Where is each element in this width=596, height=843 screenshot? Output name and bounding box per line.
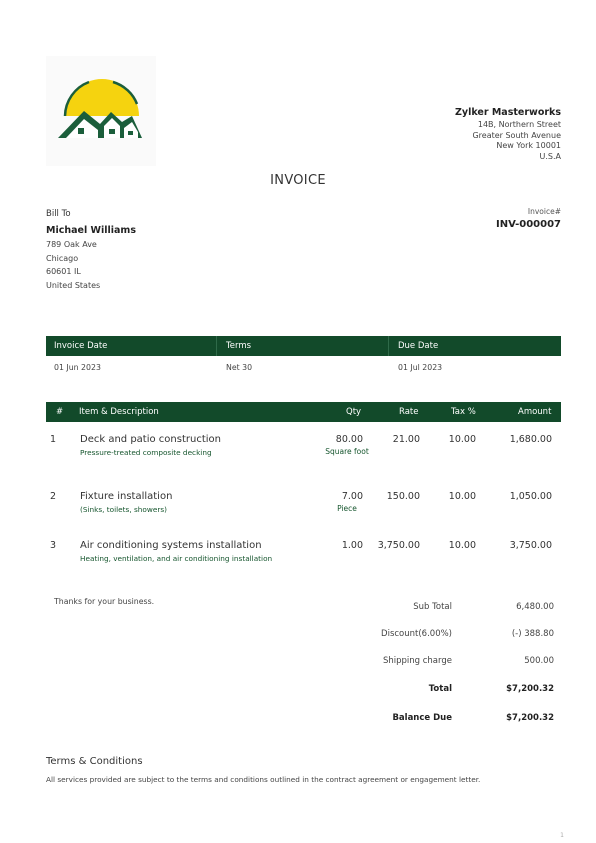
- items-table-header: [46, 402, 561, 422]
- invoice-date-header: Invoice Date: [54, 341, 108, 351]
- house-logo-icon: [46, 56, 156, 166]
- thank-you-note: Thanks for your business.: [54, 597, 155, 606]
- item-amount: 1,050.00: [509, 491, 552, 502]
- sub-total-label: Sub Total: [413, 602, 452, 612]
- customer-name: Michael Williams: [46, 224, 136, 236]
- item-rate: 150.00: [386, 491, 420, 502]
- customer-address-line: 60601 IL: [46, 267, 81, 276]
- column-divider: [216, 336, 217, 356]
- invoice-date: 01 Jun 2023: [54, 363, 101, 372]
- meta-table-header: [46, 336, 561, 356]
- balance-due-label: Balance Due: [392, 713, 452, 723]
- item-tax: 10.00: [448, 491, 476, 502]
- due-date: 01 Jul 2023: [398, 363, 443, 372]
- item-unit: Piece: [337, 504, 357, 513]
- index-header: #: [56, 407, 64, 417]
- item-amount: 3,750.00: [509, 540, 552, 551]
- total-value: $7,200.32: [506, 684, 554, 694]
- item-rate: 21.00: [392, 434, 420, 445]
- bill-to-label: Bill To: [46, 209, 71, 219]
- customer-address-line: Chicago: [46, 253, 79, 263]
- terms-header: Terms: [226, 341, 252, 351]
- invoice-number-block: [496, 207, 561, 230]
- item-header: Item & Description: [79, 407, 159, 417]
- table-row: [80, 540, 272, 563]
- company-name: Zylker Masterworks: [455, 107, 561, 118]
- company-logo: [46, 56, 156, 166]
- item-tax: 10.00: [448, 434, 476, 445]
- item-qty: 1.00: [341, 540, 363, 551]
- item-qty: 7.00: [341, 491, 363, 502]
- customer-address-line: 789 Oak Ave: [46, 240, 97, 249]
- bill-to: [46, 208, 136, 292]
- item-description: Pressure-treated composite decking: [80, 448, 212, 457]
- shipping-value: 500.00: [524, 656, 554, 666]
- invoice-number-label: Invoice#: [527, 207, 561, 216]
- company-address: [455, 107, 561, 162]
- company-address-line: New York 10001: [496, 141, 561, 151]
- item-description: (Sinks, toilets, showers): [80, 505, 167, 514]
- page-number: 1: [560, 832, 564, 839]
- amount-header: Amount: [518, 407, 552, 417]
- column-divider: [388, 336, 389, 356]
- terms-value: Net 30: [226, 363, 253, 372]
- customer-address-line: United States: [46, 280, 101, 290]
- item-qty: 80.00: [335, 434, 363, 445]
- company-address-line: Greater South Avenue: [472, 130, 561, 140]
- due-date-header: Due Date: [398, 341, 439, 351]
- discount-value: (-) 388.80: [511, 629, 554, 639]
- discount-label: Discount(6.00%): [381, 629, 452, 639]
- qty-header: Qty: [346, 407, 362, 417]
- company-address-line: U.S.A: [539, 151, 561, 161]
- item-rate: 3,750.00: [377, 540, 420, 551]
- row-index: 2: [50, 491, 57, 502]
- item-amount: 1,680.00: [509, 434, 552, 445]
- terms-text: All services provided are subject to the terms and conditions outlined in the contract agreement or engagement letter.: [46, 775, 481, 784]
- rate-header: Rate: [399, 407, 419, 417]
- document-title: INVOICE: [270, 173, 326, 188]
- balance-due-value: $7,200.32: [506, 713, 554, 723]
- item-name: Deck and patio construction: [80, 434, 221, 445]
- terms-title: Terms & Conditions: [46, 756, 143, 767]
- row-index: 3: [50, 540, 57, 551]
- row-index: 1: [50, 434, 57, 445]
- total-label: Total: [428, 684, 452, 694]
- item-unit: Square foot: [325, 447, 369, 456]
- item-tax: 10.00: [448, 540, 476, 551]
- invoice-number: INV-000007: [496, 219, 561, 230]
- company-address-line: 14B, Northern Street: [477, 120, 561, 129]
- item-description: Heating, ventilation, and air conditioning installation: [80, 554, 273, 563]
- tax-header: Tax %: [451, 407, 476, 417]
- table-row: [80, 434, 221, 457]
- item-name: Air conditioning systems installation: [80, 540, 262, 551]
- sub-total-value: 6,480.00: [516, 602, 554, 612]
- table-row: [80, 491, 172, 514]
- shipping-label: Shipping charge: [382, 656, 452, 666]
- item-name: Fixture installation: [80, 491, 173, 502]
